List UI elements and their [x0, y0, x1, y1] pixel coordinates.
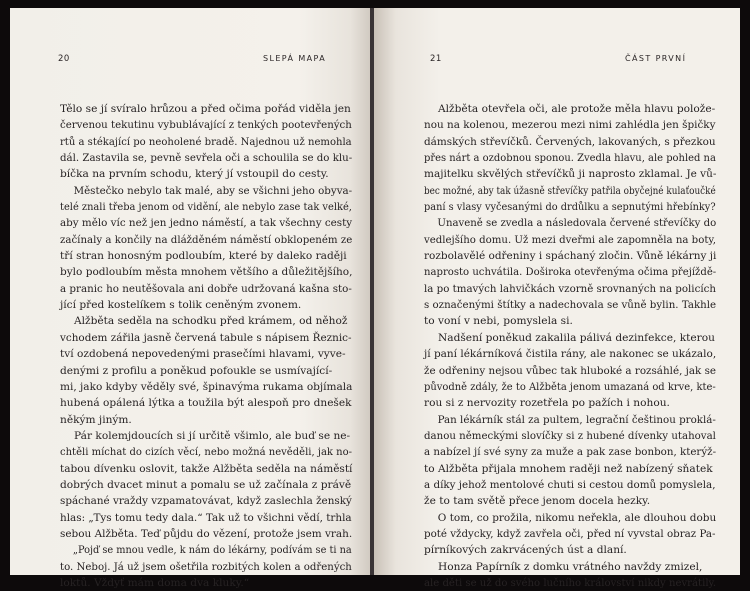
- text-line: Alžběta otevřela oči, ale protože měla hlavu polože-: [438, 103, 716, 115]
- text-line: mi, jako kdyby věděly své, špinavýma rukama objímala: [60, 380, 353, 393]
- text-line: pírníkových zakrvácených úst a dlaní.: [424, 544, 627, 557]
- text-line: bec možné, aby tak úžasně střevíčky patřila obyčejné kulaťoučké: [424, 184, 716, 197]
- text-line: Honza Papírník z domku vrátného navždy zmizel,: [438, 560, 703, 573]
- text-line: sebou Alžběta. Teď půjdu do vězení, protože jsem vrah.: [60, 527, 353, 540]
- text-line: „Pojď se mnou vedle, k nám do lékárny, podívám se ti na: [72, 544, 352, 557]
- text-line: danou německými slovíčky si z hubené dívenky utahoval: [424, 429, 716, 442]
- left-page-number: 20: [58, 54, 70, 64]
- left-page: [10, 8, 372, 589]
- text-line: poté vždycky, když zavřela oči, před ní vyvstal obraz Pa-: [424, 527, 716, 540]
- text-line: aby mělo víc než jen jedno náměstí, a tak všechny cesty: [60, 217, 353, 230]
- text-line: Pan lékárník stál za pultem, legrační češtinou proklá-: [437, 413, 716, 426]
- text-line: hubená opálená lýtka a toužila být alespoň pro dnešek: [60, 397, 352, 410]
- text-line: ale děti se už do svého lučního království nikdy nevrátily.: [424, 576, 717, 589]
- right-running-header: ČÁST PRVNÍ: [625, 54, 687, 63]
- text-line: původně zdály, že to Alžběta jenom umazaná od krve, kte-: [424, 380, 716, 393]
- text-line: to Alžběta přijala mnohem raději než nabízený sňatek: [424, 462, 713, 475]
- text-line: dobrých dvacet minut a pomalu se už začínala z právě: [60, 478, 352, 491]
- text-line: dál. Zastavila se, pevně sevřela oči a schoulila se do klu-: [60, 152, 353, 165]
- text-line: denými z profilu a poněkud pofoukle se usmívající-: [60, 364, 333, 377]
- text-line: telé znali třeba jenom od vidění, ale nebylo zase tak velké,: [60, 201, 352, 214]
- text-line: jící před kostelíkem s tolik ceněným zvonem.: [60, 299, 302, 312]
- text-line: a pranic ho neutěšovala ani dobře udržovaná kašna sto-: [60, 282, 352, 295]
- text-line: majitelku skvělých střevíčků ji naprosto zklamal. Je vů-: [424, 168, 717, 181]
- text-line: Tělo se jí svíralo hrůzou a před očima pořád viděla jen: [60, 103, 351, 115]
- right-page-number: 21: [430, 54, 442, 64]
- text-line: a díky jehož mentolové chuti si cestou domů pomyslela,: [424, 478, 716, 491]
- text-line: spáchané vraždy vzpamatovávat, když zaslechla ženský: [60, 495, 352, 508]
- text-line: tabou dívenku oslovit, takže Alžběta seděla na náměstí: [60, 462, 353, 475]
- text-line: nou na kolenou, mezerou mezi nimi zahlédla jen špičky: [424, 119, 716, 132]
- text-line: la po tmavých lahvičkách vzorně srovnaných na policích: [424, 282, 716, 295]
- left-page-text: [60, 101, 352, 591]
- text-line: někým jiným.: [60, 413, 132, 426]
- text-line: Alžběta seděla na schodku před krámem, od něhož: [74, 315, 348, 328]
- text-line: a nabízel jí své syny za muže a pak zase bonbon, kterýž-: [424, 446, 717, 459]
- text-line: Městečko nebylo tak malé, aby se všichni jeho obyva-: [73, 184, 353, 197]
- text-line: rou si z nervozity rozetřela po pažích i nohou.: [424, 397, 670, 410]
- text-line: že to tam světě přece jenom docela hezky.: [424, 495, 651, 508]
- text-line: přes nárt a ozdobnou sponou. Zvedla hlavu, ale pohled na: [424, 152, 716, 165]
- text-line: hlas: „Tys tomu tedy dala.“ Tak už to všichni vědí, trhla: [60, 511, 352, 524]
- text-line: Pár kolemjdoucích si jí určitě všimlo, ale buď se ne-: [74, 429, 351, 442]
- text-line: rtů a stékající po neoholené bradě. Najednou už nemohla: [60, 135, 352, 148]
- text-line: bylo podloubím města mnohem většího a důležitějšího,: [60, 266, 353, 279]
- text-line: to. Neboj. Já už jsem ošetřila rozbitých kolen a odřených: [60, 560, 352, 573]
- text-line: vedlejšího domu. Už mezi dveřmi ale zapomněla na boty,: [424, 233, 717, 246]
- right-page-text: [424, 101, 716, 591]
- book-spread: [10, 8, 740, 589]
- text-line: že odřeniny nejsou vůbec tak hluboké a rozsáhlé, jak se: [424, 364, 717, 377]
- text-line: chtěli míchat do cizích věcí, nebo možná nevěděli, jak no-: [60, 446, 353, 459]
- text-line: začínaly a končily na dlážděném náměstí obklopeném ze: [60, 233, 353, 246]
- text-line: červenou tekutinu vybublávající z tenkých pootevřených: [60, 119, 352, 132]
- text-line: paní s vlasy vyčesanými do drdůlku a sepnutými hřebínky?: [424, 201, 716, 214]
- text-line: vchodem zářila jasně červená tabule s nápisem Řeznic-: [60, 331, 352, 344]
- text-line: to voní v nebi, pomyslela si.: [424, 315, 573, 328]
- text-line: O tom, co prožila, nikomu neřekla, ale dlouhou dobu: [437, 511, 717, 524]
- text-line: loktů. Vždyť mám doma dva kluky.“: [60, 576, 250, 589]
- text-line: rozbolavělé odřeniny i spáchaný zločin. Vůně lékárny ji: [424, 250, 717, 263]
- text-line: jí paní lékárníková čistila rány, ale nakonec se ukázalo,: [424, 348, 717, 361]
- text-line: tví ozdobená nepovedenými prasečími hlavami, vyve-: [60, 348, 346, 361]
- left-running-header: SLEPÁ MAPA: [263, 54, 327, 63]
- text-line: Nadšení poněkud zakalila pálivá dezinfekce, kterou: [438, 331, 715, 344]
- text-line: bíčka na prvním schodu, který jí vstoupil do cesty.: [60, 168, 329, 181]
- text-line: naprosto uchvátila. Doširoka otevřenýma očima přejíždě-: [424, 266, 717, 279]
- text-line: dámských střevíčků. Červených, lakovaných, s přezkou: [424, 135, 716, 148]
- text-line: Unaveně se zvedla a následovala červené střevíčky do: [437, 217, 717, 230]
- right-page: [374, 8, 740, 589]
- text-line: s označenými štítky a nadechovala se vůně bylin. Takhle: [424, 299, 717, 312]
- text-line: tří stran honosným podloubím, které by daleko raději: [60, 250, 347, 263]
